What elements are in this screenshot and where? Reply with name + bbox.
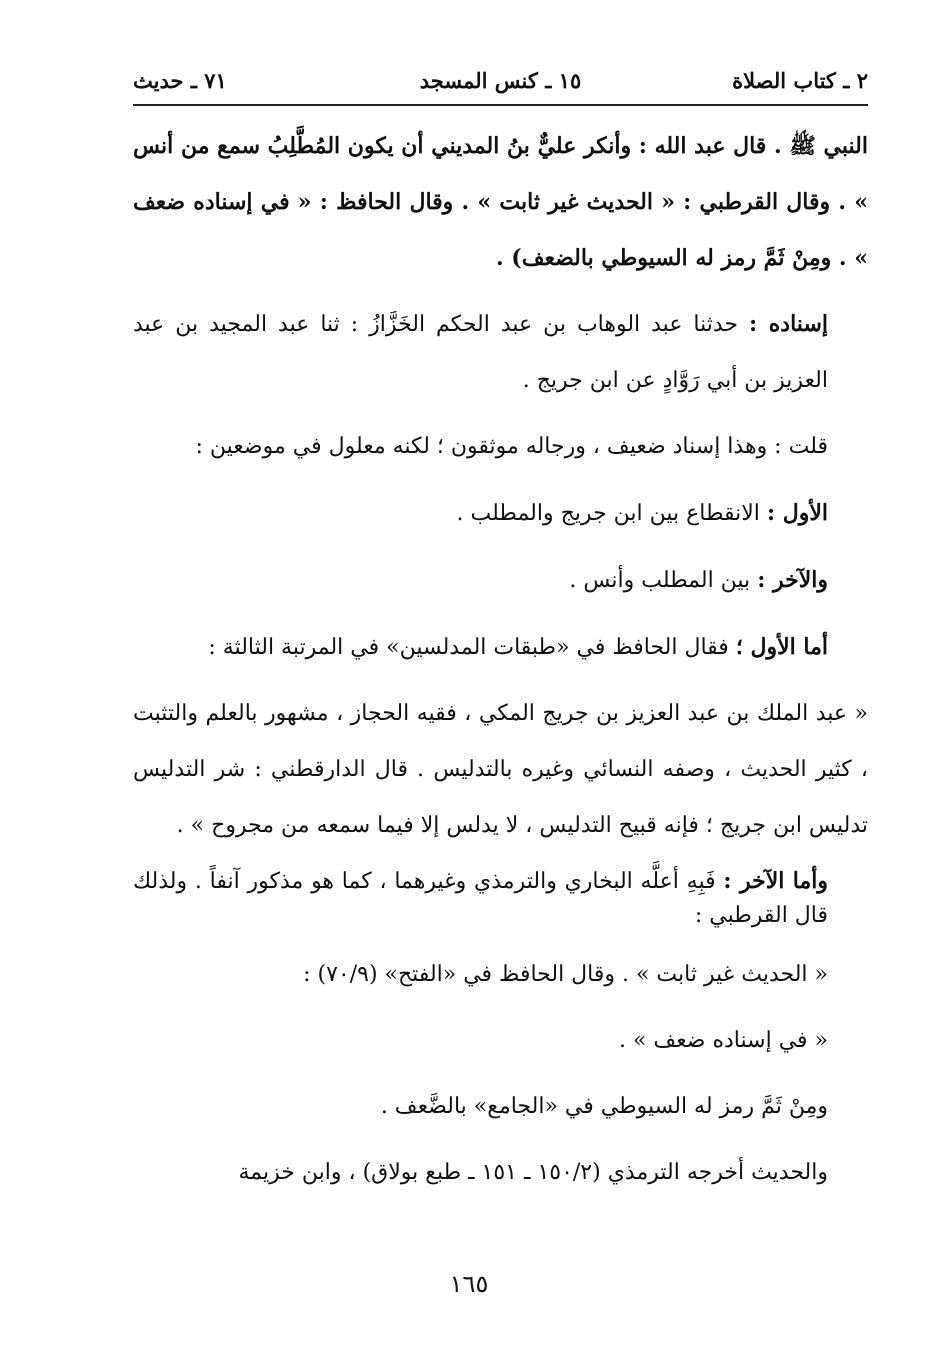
header-chapter-title: ١٥ ـ كنس المسجد — [419, 68, 582, 93]
header-book-title: ٢ ـ كتاب الصلاة — [732, 68, 868, 93]
header-divider — [133, 104, 868, 106]
as-for-second-label: وأما الآخر : — [723, 868, 829, 894]
paragraph-3: قلت : وهذا إسناد ضعيف ، ورجاله موثقون ؛ لكنه معلول في موضعين : — [195, 434, 828, 459]
first-text: الانقطاع بين ابن جريج والمطلب . — [456, 501, 760, 526]
isnad-text: حدثنا عبد الوهاب بن عبد الحكم الخَزَّازُ : ثنا عبد المجيد بن عبد العزيز بن أبي رَوَّادٍ عن ابن جريج . — [133, 312, 828, 393]
second-text: بين المطلب وأنس . — [569, 568, 751, 593]
paragraph-1: النبي ﷺ . قال عبد الله : وأنكر عليٌّ بنُ المديني أن يكون المُطَّلِبُ سمع من أنس » . وقال القرطبي : « الحديث غير ثابت » . وقال الحافظ : « في إسناده ضعف » . ومِنْ ثَمَّ رمز له السيوطي بالضعف) . — [133, 133, 868, 271]
paragraph-isnad — [133, 296, 868, 409]
paragraph-as-for-second — [133, 864, 868, 933]
paragraph-first — [133, 485, 868, 542]
paragraph-12: والحديث أخرجه الترمذي (١٥٠/٢ ـ ١٥١ ـ طبع بولاق) ، وابن خزيمة — [238, 1160, 828, 1185]
paragraph-9: « الحديث غير ثابت » . وقال الحافظ في «الفتح» (٧٠/٩) : — [303, 962, 828, 987]
paragraph-second — [133, 552, 868, 609]
paragraph-10: « في إسناده ضعف » . — [618, 1028, 828, 1053]
page-body — [133, 118, 868, 1211]
first-label: الأول : — [766, 500, 828, 526]
as-for-first-label: أما الأول ؛ — [735, 634, 828, 660]
as-for-second-text: فَبِهِ أعلَّه البخاري والترمذي وغيرهما ، كما هو مذكور آنفاً . ولذلك قال القرطبي : — [133, 869, 828, 928]
paragraph-quote: « عبد الملك بن عبد العزيز بن جريج المكي ، فقيه الحجاز ، مشهور بالعلم والتثبت ، كثير الحديث ، وصفه النسائي وغيره بالتدليس . قال الدارقطني : شر التدليس تدليس ابن جريج ؛ فإنه قبيح التدليس ، لا يدلس إلا فيما سمعه من مجروح » . — [133, 701, 868, 838]
paragraph-11: ومِنْ ثَمَّ رمز له السيوطي في «الجامع» بالضَّعف . — [380, 1094, 828, 1119]
paragraph-as-for-first — [133, 619, 868, 676]
isnad-label: إسناده : — [749, 311, 828, 337]
page-number: ١٦٥ — [449, 1270, 489, 1298]
header-hadith-number: ٧١ ـ حديث — [133, 68, 227, 93]
running-header — [133, 62, 868, 102]
second-label: والآخر : — [757, 567, 828, 593]
as-for-first-text: فقال الحافظ في «طبقات المدلسين» في المرتبة الثالثة : — [208, 635, 729, 660]
